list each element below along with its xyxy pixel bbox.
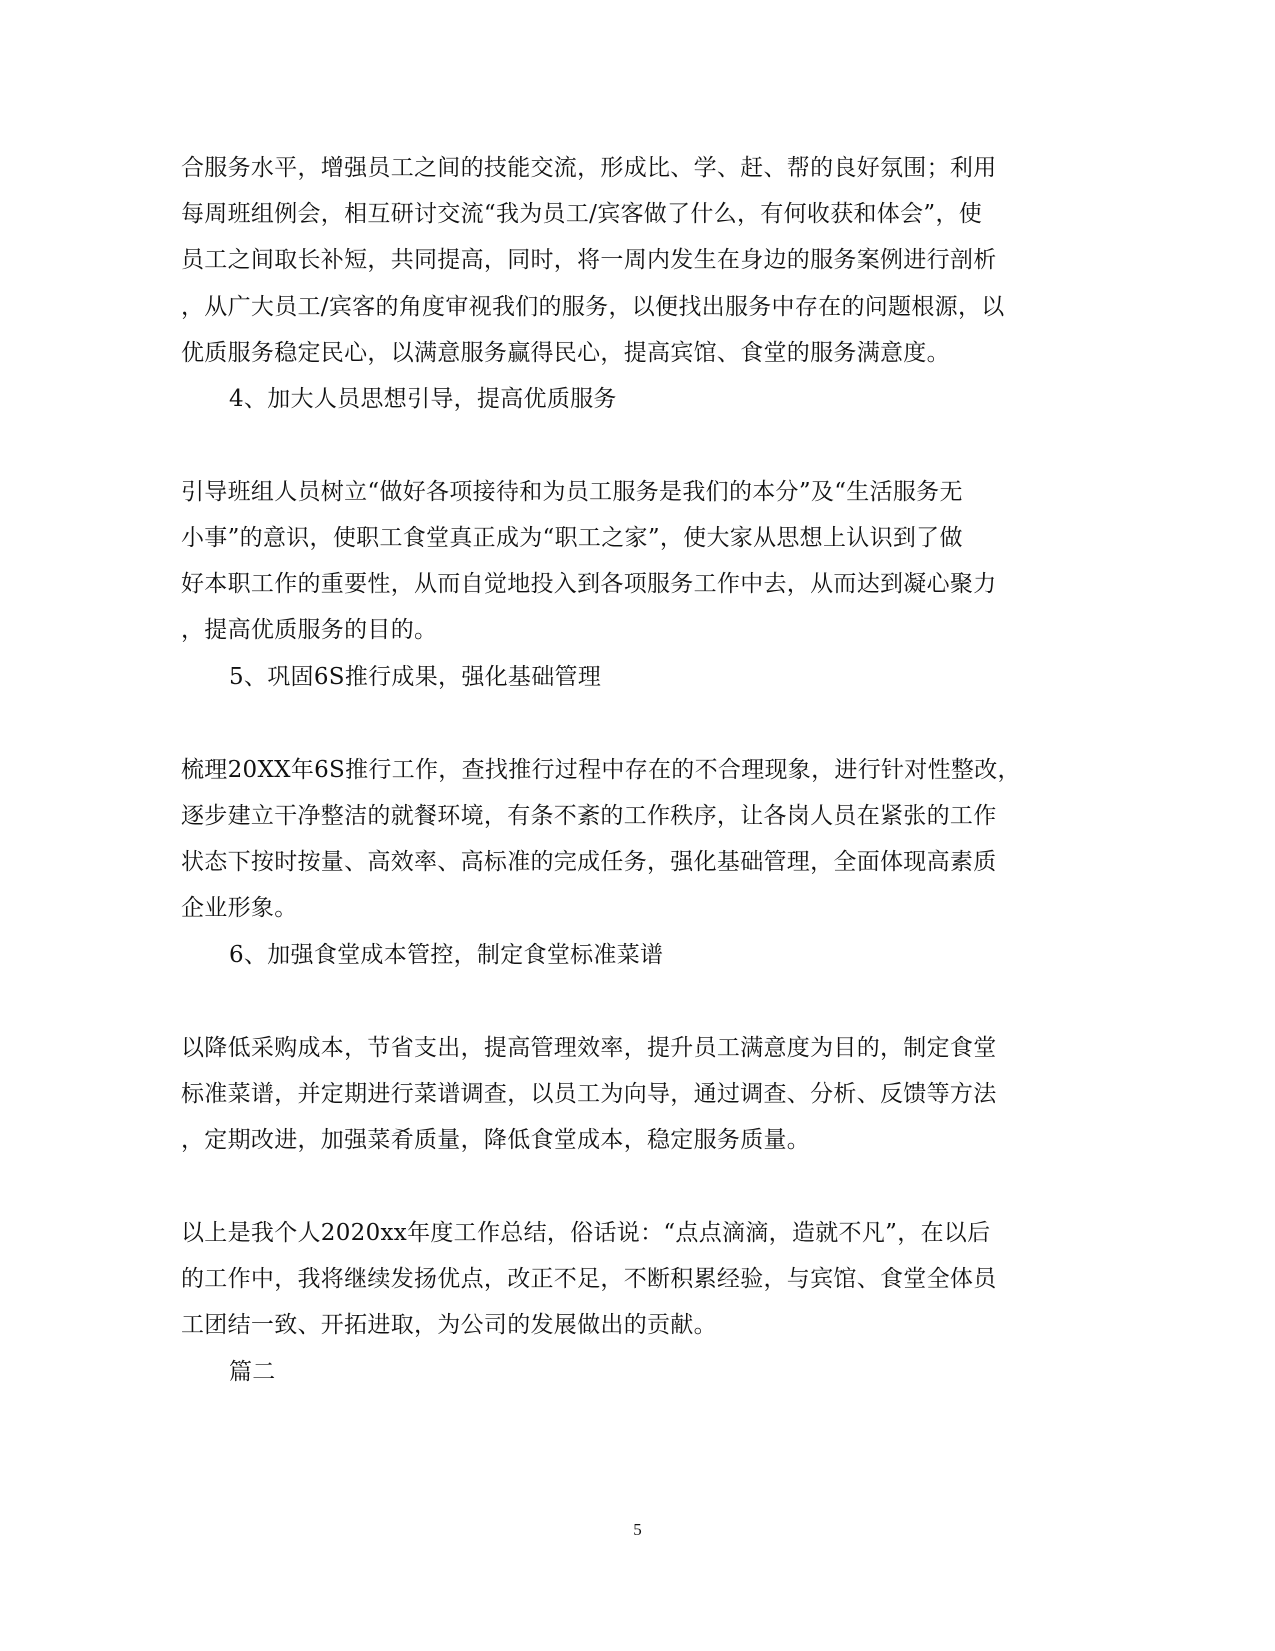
paragraph-line: ，提高优质服务的目的。 [181,617,438,643]
paragraph-line: 企业形象。 [181,895,298,921]
paragraph-line: 引导班组人员树立“做好各项接待和为员工服务是我们的本分”及“生活服务无 [181,479,963,505]
paragraph-line: 小事”的意识，使职工食堂真正成为“职工之家”，使大家从思想上认识到了做 [181,525,963,551]
section-heading: 6、加强食堂成本管控，制定食堂标准菜谱 [229,942,664,968]
paragraph-line: ，定期改进，加强菜肴质量，降低食堂成本，稳定服务质量。 [181,1127,811,1153]
paragraph-line: 合服务水平，增强员工之间的技能交流，形成比、学、赶、帮的良好氛围；利用 [181,155,997,181]
paragraph-line: 的工作中，我将继续发扬优点，改正不足，不断积累经验，与宾馆、食堂全体员 [181,1266,997,1292]
paragraph-line: 以上是我个人2020xx年度工作总结，俗话说：“点点滴滴，造就不凡”，在以后 [181,1220,991,1246]
paragraph-line: 工团结一致、开拓进取，为公司的发展做出的贡献。 [181,1312,717,1338]
paragraph-line: 每周班组例会，相互研讨交流“我为员工/宾客做了什么，有何收获和体会”，使 [181,201,983,227]
paragraph-line: ，从广大员工/宾客的角度审视我们的服务，以便找出服务中存在的问题根源，以 [181,294,1005,320]
paragraph-line: 以降低采购成本，节省支出，提高管理效率，提升员工满意度为目的，制定食堂 [181,1035,997,1061]
paragraph-line: 逐步建立干净整洁的就餐环境，有条不紊的工作秩序，让各岗人员在紧张的工作 [181,803,997,829]
paragraph-line: 标准菜谱，并定期进行菜谱调查，以员工为向导，通过调查、分析、反馈等方法 [181,1081,997,1107]
page-number: 5 [633,1520,642,1539]
paragraph-line: 优质服务稳定民心，以满意服务赢得民心，提高宾馆、食堂的服务满意度。 [181,340,950,366]
section-heading: 篇二 [229,1359,276,1385]
paragraph-line: 状态下按时按量、高效率、高标准的完成任务，强化基础管理，全面体现高素质 [181,849,997,875]
paragraph-line: 梳理20XX年6S推行工作，查找推行过程中存在的不合理现象，进行针对性整改， [181,757,1021,783]
paragraph-line: 好本职工作的重要性，从而自觉地投入到各项服务工作中去，从而达到凝心聚力 [181,571,997,597]
section-heading: 5、巩固6S推行成果，强化基础管理 [229,664,602,690]
paragraph-line: 员工之间取长补短，共同提高，同时，将一周内发生在身边的服务案例进行剖析 [181,247,997,273]
section-heading: 4、加大人员思想引导，提高优质服务 [229,386,617,412]
